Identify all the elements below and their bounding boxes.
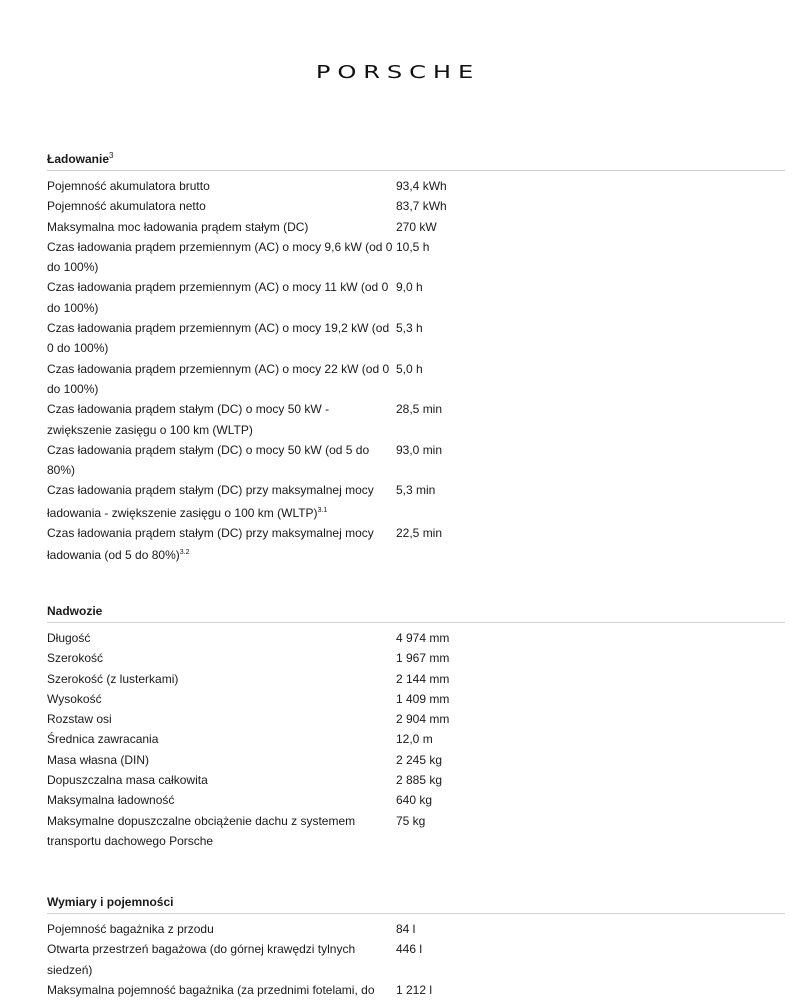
spec-row — [47, 196, 785, 216]
spec-row — [47, 709, 785, 729]
spec-value: 4 974 mm — [396, 631, 450, 645]
spec-label: Otwarta przestrzeń bagażowa (do górnej krawędzi tylnych siedzeń) — [47, 942, 356, 977]
spec-label: Szerokość — [47, 651, 104, 666]
spec-label: Czas ładowania prądem stałym (DC) o mocy 50 kW - zwiększenie zasięgu o 100 km (WLTP) — [47, 402, 330, 437]
spec-label: Szerokość (z lusterkami) — [47, 671, 179, 686]
spec-row — [47, 750, 785, 770]
spec-row — [47, 359, 785, 400]
spec-value: 10,5 h — [396, 239, 430, 254]
spec-row — [47, 790, 785, 810]
spec-row — [47, 980, 785, 1000]
spec-value: 446 l — [396, 942, 423, 957]
spec-value: 83,7 kWh — [396, 199, 447, 214]
spec-label: Maksymalne dopuszczalne obciążenie dachu z systemem transportu dachowego Porsche — [47, 813, 356, 848]
spec-label: Maksymalna moc ładowania prądem stałym (DC) — [47, 219, 309, 234]
section-dimensions — [47, 894, 785, 1000]
spec-label: Czas ładowania prądem przemiennym (AC) o mocy 11 kW (od 0 do 100%) — [47, 280, 389, 315]
section-title: Ładowanie$^3$ — [47, 148, 785, 171]
spec-value: 9,0 h — [396, 280, 423, 295]
spec-row — [47, 689, 785, 709]
section-title: Nadwozie — [47, 603, 785, 623]
spec-value: 75 kg — [396, 813, 426, 828]
spec-value: 5,3 min — [396, 483, 436, 498]
spec-label: Maksymalna pojemność bagażnika (za przednimi fotelami, do — [47, 982, 375, 997]
spec-value: 93,4 kWh — [396, 179, 447, 193]
spec-row — [47, 669, 785, 689]
spec-row — [47, 648, 785, 668]
section-title: Wymiary i pojemności — [47, 894, 785, 914]
spec-value: 2 885 kg — [396, 773, 443, 788]
spec-label: Średnica zawracania — [47, 732, 159, 747]
spec-label: Pojemność akumulatora netto — [47, 199, 206, 214]
spec-row — [47, 399, 785, 440]
spec-row — [47, 729, 785, 749]
section-charging — [47, 148, 785, 566]
spec-label: Rozstaw osi — [47, 712, 112, 727]
spec-row — [47, 811, 785, 852]
spec-value: 93,0 min — [396, 442, 443, 457]
spec-value: 1 967 mm — [396, 651, 450, 666]
spec-row — [47, 919, 785, 939]
spec-value: 5,3 h — [396, 321, 423, 336]
spec-label: Czas ładowania prądem przemiennym (AC) o mocy 9,6 kW (od 0 do 100%) — [47, 239, 393, 275]
spec-row — [47, 318, 785, 359]
spec-label: Wysokość — [47, 691, 102, 706]
spec-label: Pojemność akumulatora brutto — [47, 179, 210, 193]
footnote-ref: 3.2 — [179, 549, 190, 557]
spec-row — [47, 523, 785, 566]
spec-value: 28,5 min — [396, 402, 443, 417]
spec-value: 84 l — [396, 922, 416, 936]
spec-value: 1 212 l — [396, 982, 433, 997]
spec-row — [47, 277, 785, 318]
footnote-ref: 3.1 — [317, 506, 328, 514]
spec-label: Maksymalna ładowność — [47, 793, 175, 808]
spec-row — [47, 770, 785, 790]
spec-label: Masa własna (DIN) — [47, 752, 150, 767]
spec-row — [47, 939, 785, 980]
spec-label: Czas ładowania prądem przemiennym (AC) o mocy 19,2 kW (od 0 do 100%) — [47, 321, 390, 356]
spec-row — [47, 480, 785, 523]
spec-label: Czas ładowania prądem stałym (DC) przy maksymalnej mocy ładowania - zwiększenie zasięgu o 100 km (WLTP)$^{3.1}$ — [47, 483, 374, 520]
spec-label: Dopuszczalna masa całkowita — [47, 773, 208, 788]
porsche-logo: PORSCHE — [315, 61, 481, 83]
spec-row — [47, 440, 785, 481]
section-body — [47, 603, 785, 851]
spec-label: Pojemność bagażnika z przodu — [47, 922, 214, 936]
spec-value: 5,0 h — [396, 361, 423, 376]
spec-label: Czas ładowania prądem przemiennym (AC) o mocy 22 kW (od 0 do 100%) — [47, 361, 390, 396]
spec-value: 270 kW — [396, 219, 437, 234]
spec-row — [47, 217, 785, 237]
spec-value: 1 409 mm — [396, 691, 450, 706]
spec-value: 22,5 min — [396, 526, 443, 541]
spec-label: Długość — [47, 631, 91, 645]
spec-value: 640 kg — [396, 793, 433, 808]
spec-value: 12,0 m — [396, 732, 433, 747]
spec-label: Czas ładowania prądem stałym (DC) o mocy 50 kW (od 5 do 80%) — [47, 442, 370, 478]
spec-row — [47, 176, 785, 196]
spec-value: 2 904 mm — [396, 712, 450, 727]
spec-label: Czas ładowania prądem stałym (DC) przy maksymalnej mocy ładowania (od 5 do 80%)$^{3.2}$ — [47, 526, 374, 563]
spec-value: 2 245 kg — [396, 752, 443, 767]
spec-row — [47, 628, 785, 648]
spec-value: 2 144 mm — [396, 671, 450, 686]
spec-row — [47, 237, 785, 278]
